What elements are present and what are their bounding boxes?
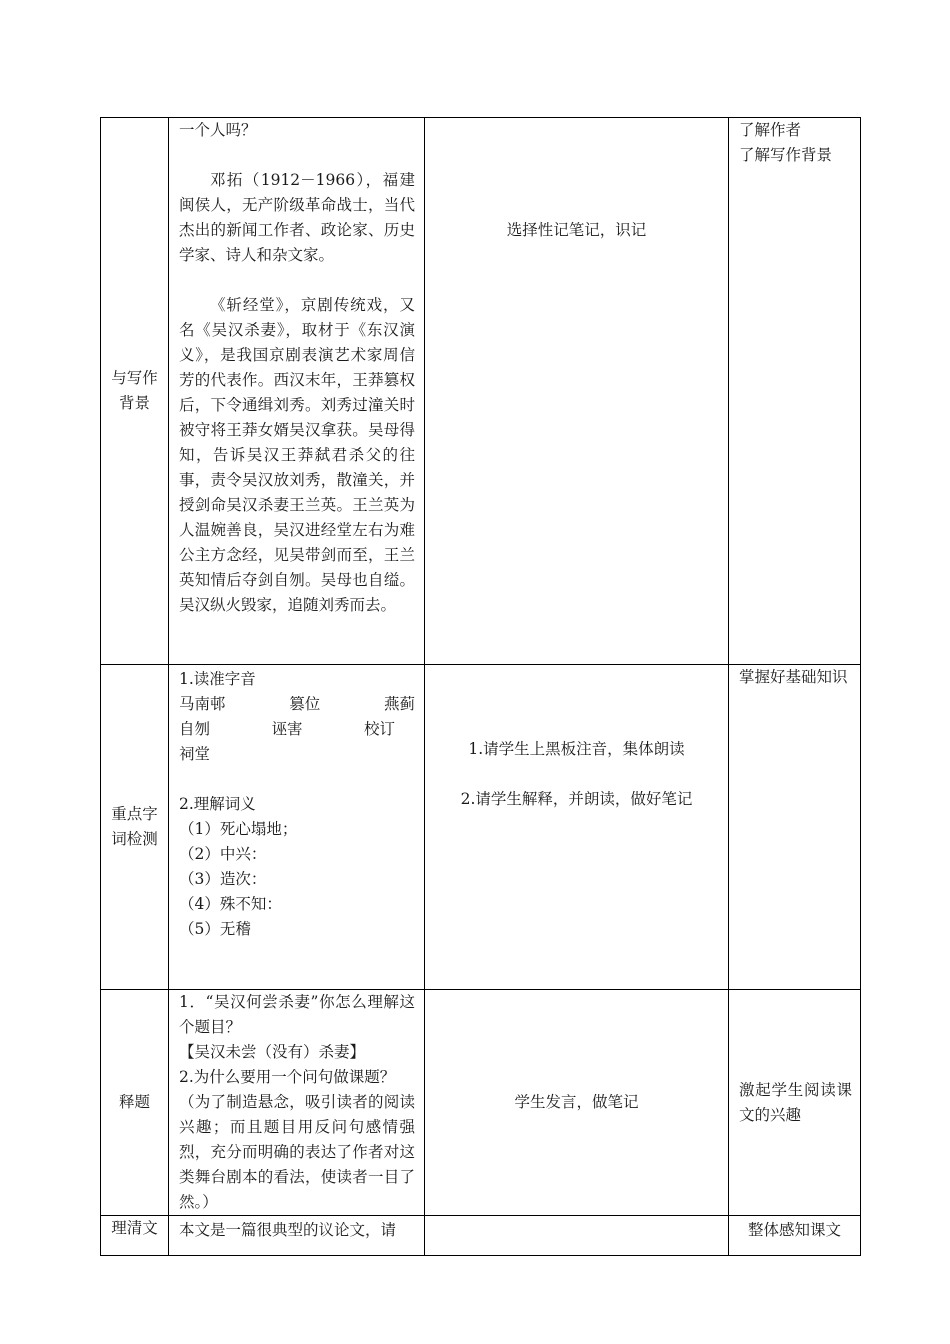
lesson-plan-table xyxy=(100,117,861,1256)
table-row-structure xyxy=(101,1216,861,1256)
words-line: 马南邨 篡位 燕蓟 xyxy=(179,695,415,713)
words-line: 自刎 诬害 校订 xyxy=(179,720,395,738)
table-row-title-interpretation xyxy=(101,990,861,1216)
list-item: （5）无稽 xyxy=(179,920,251,938)
section-content xyxy=(169,665,425,990)
heading-meaning: 2.理解词义 xyxy=(179,795,256,813)
question-2: 2.为什么要用一个问句做课题？ xyxy=(179,1068,396,1086)
teaching-goal: 激起学生阅读课文的兴趣 xyxy=(729,990,861,1216)
list-item: （2）中兴： xyxy=(179,845,267,863)
section-label: 理清文 xyxy=(101,1216,169,1256)
student-activity: 选择性记笔记，识记 xyxy=(425,118,729,665)
paragraph-zhan-jing-tang: 《斩经堂》，京剧传统戏，又名《吴汉杀妻》，取材于《东汉演义》，是我国京剧表演艺术家周信芳的代表作。西汉末年，王莽篡权后，下令通缉刘秀。刘秀过潼关时被守将王莽女婿吴汉拿获。吴母得知，告诉吴汉王莽弑君杀父的往事，责令吴汉放刘秀，散潼关，并授剑命吴汉杀妻王兰英。王兰英为人温婉善良，吴汉进经堂左右为难公主方念经，见吴带剑而至，王兰英知情后夺剑自刎。吴母也自缢。吴汉纵火毁家，追随刘秀而去。 xyxy=(179,296,415,614)
section-label: 重点字 词检测 xyxy=(101,665,169,990)
question-1: 1．“吴汉何尝杀妻”你怎么理解这个题目？ xyxy=(179,993,415,1036)
paragraph-deng-tuo: 邓拓（1912－1966），福建闽侯人，无产阶级革命战士，当代杰出的新闻工作者、政论家、历史学家、诗人和杂文家。 xyxy=(179,171,415,264)
list-item: （3）造次： xyxy=(179,870,267,888)
section-content: 本文是一篇很典型的议论文，请 xyxy=(169,1216,425,1256)
answer-1: 【吴汉未尝（没有）杀妻】 xyxy=(179,1043,366,1061)
answer-2: （为了制造悬念，吸引读者的阅读兴趣；而且题目用反问句感情强烈，充分而明确的表达了作者对这类舞台剧本的看法，使读者一目了然。） xyxy=(179,1093,415,1211)
heading-pronunciation: 1.读准字音 xyxy=(179,670,256,688)
student-activity: 1.请学生上黑板注音，集体朗读 2.请学生解释，并朗读，做好笔记 xyxy=(425,665,729,990)
section-content xyxy=(169,118,425,665)
section-label: 与写作 背景 xyxy=(101,118,169,665)
table-row-background xyxy=(101,118,861,665)
list-item: （4）殊不知： xyxy=(179,895,282,913)
section-content xyxy=(169,990,425,1216)
lead-line: 一个人吗？ xyxy=(179,121,257,139)
teaching-goal: 了解作者 了解写作背景 xyxy=(729,118,861,665)
words-line: 祠堂 xyxy=(179,745,211,763)
student-activity xyxy=(425,1216,729,1256)
teaching-goal: 整体感知课文 xyxy=(729,1216,861,1256)
student-activity: 学生发言，做笔记 xyxy=(425,990,729,1216)
list-item: （1）死心塌地； xyxy=(179,820,298,838)
teaching-goal: 掌握好基础知识 xyxy=(729,665,861,990)
table-row-key-words xyxy=(101,665,861,990)
section-label: 释题 xyxy=(101,990,169,1216)
